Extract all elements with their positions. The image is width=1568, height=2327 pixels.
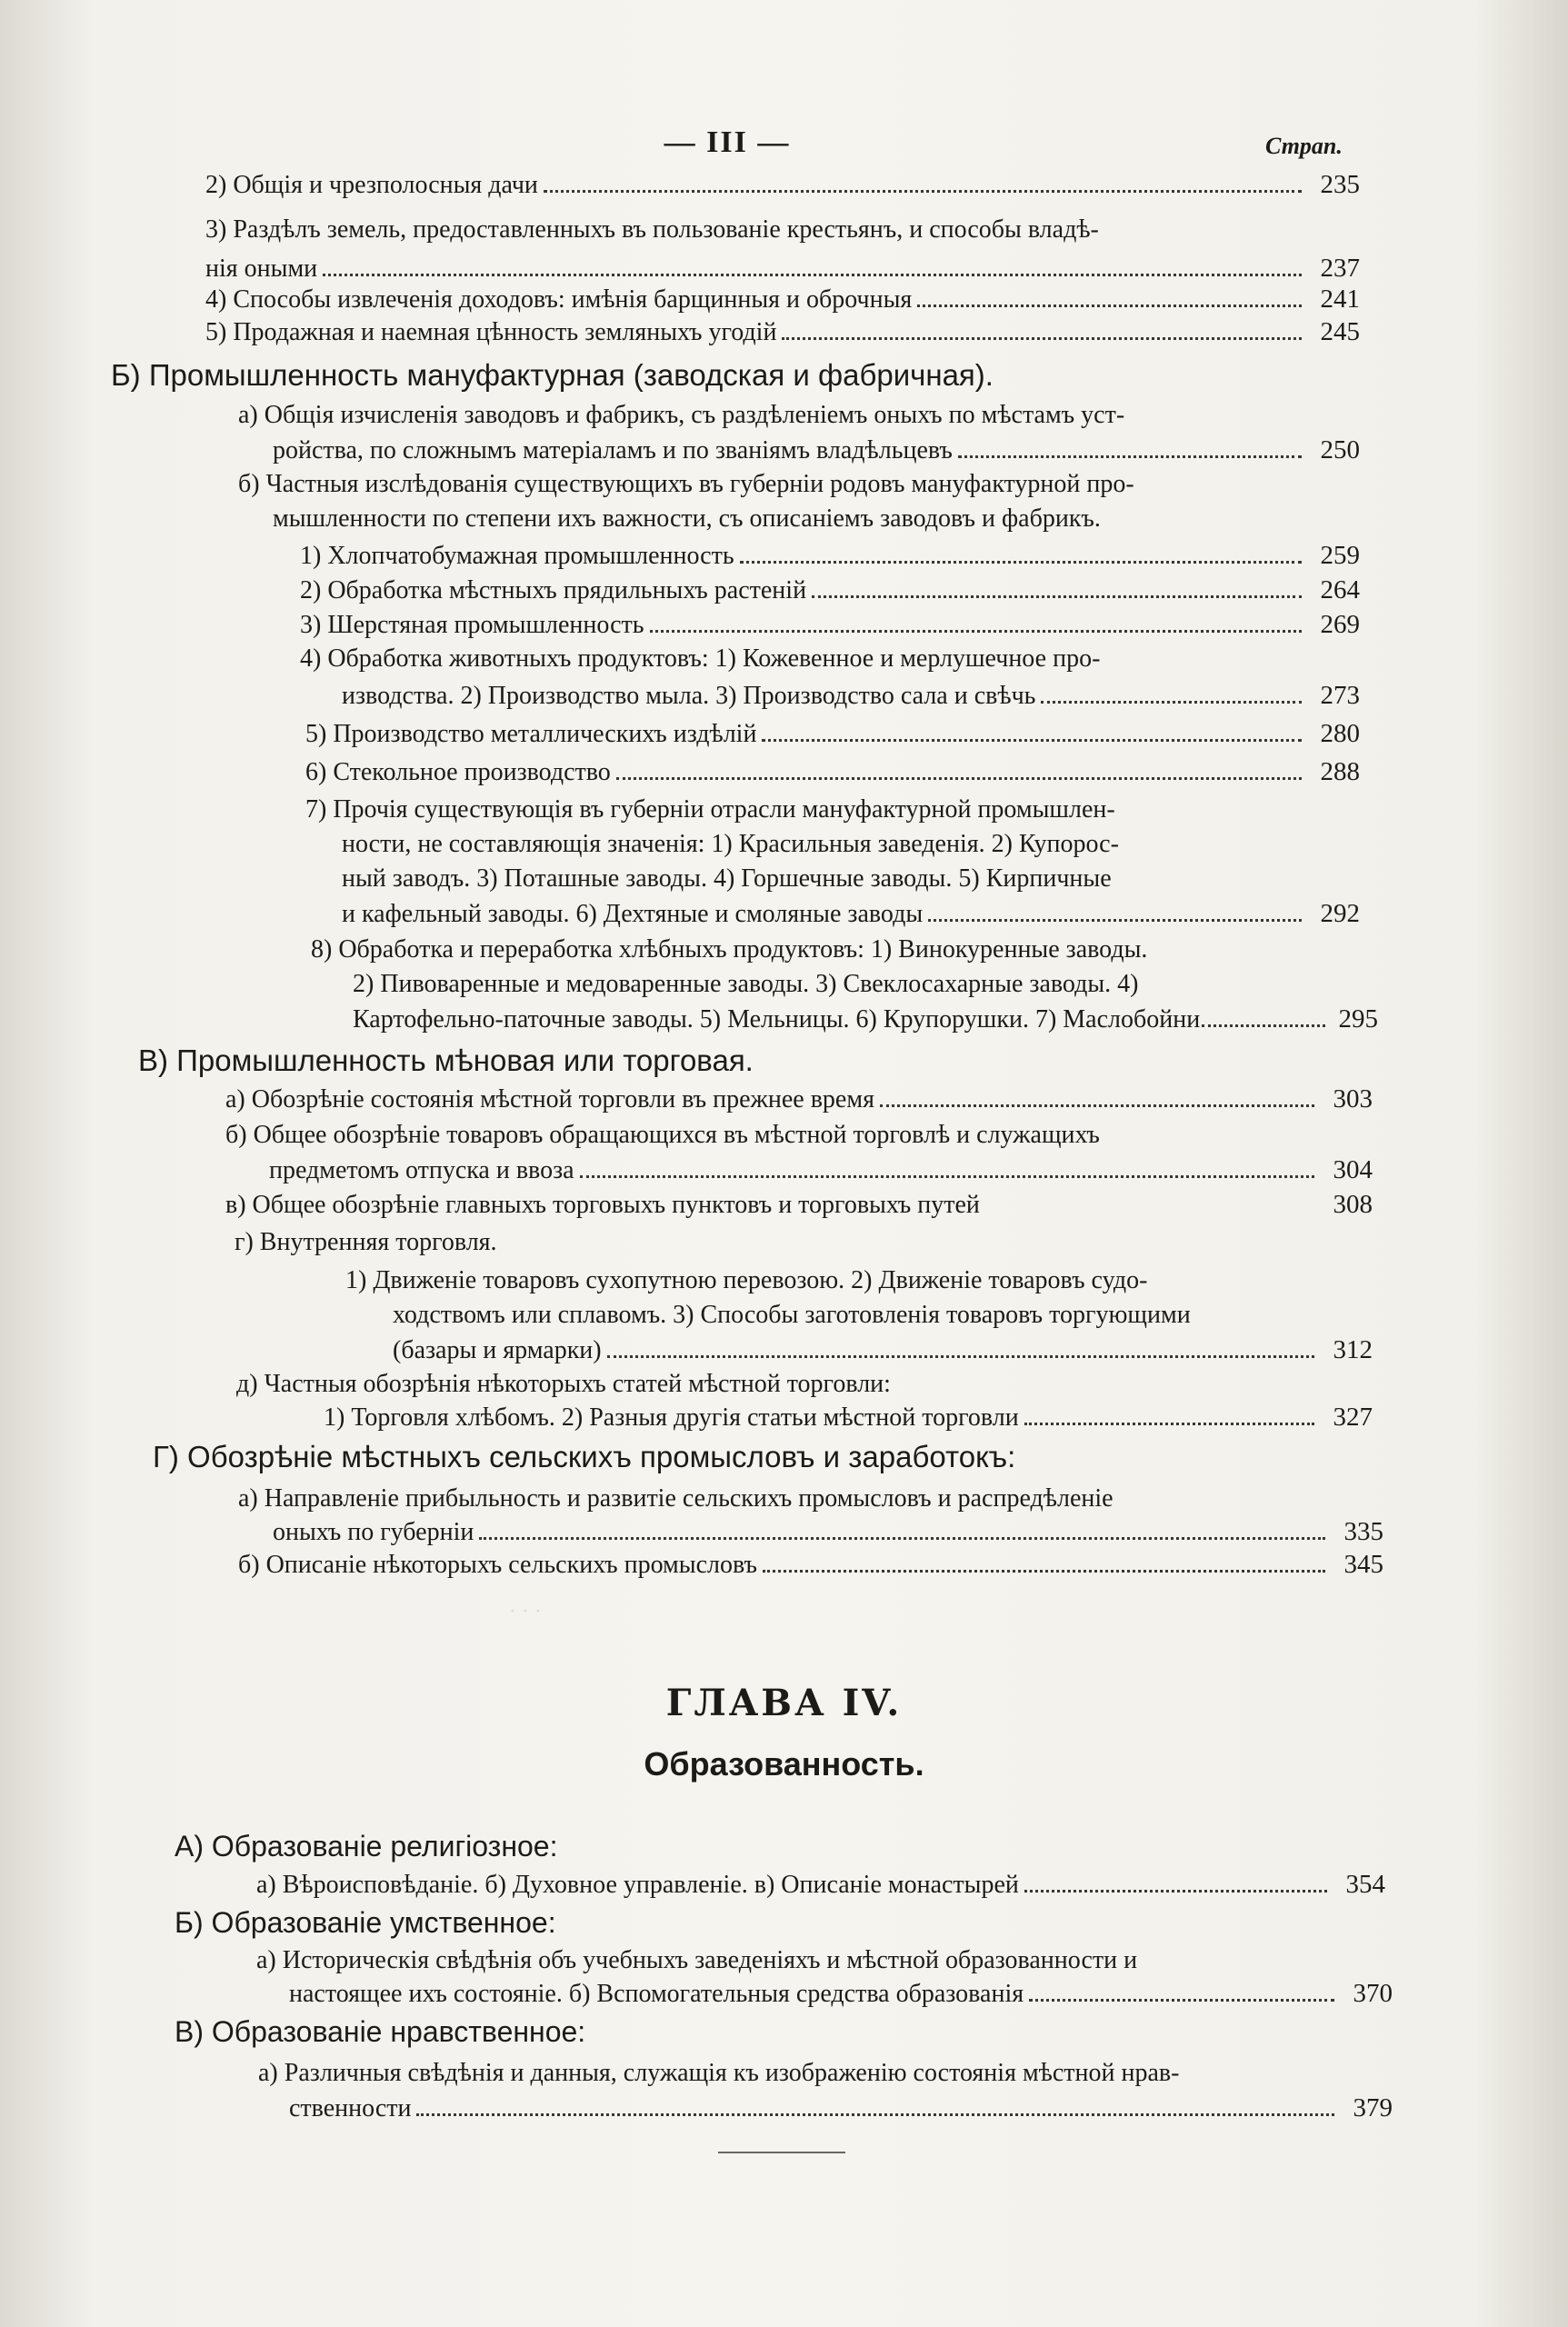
- chapter-subtitle: Образованность.: [644, 1745, 924, 1783]
- entry-page: 379: [1353, 2093, 1393, 2122]
- toc-entry: 7) Прочія существующія въ губерніи отрасли мануфактурной промышлен-: [305, 795, 1115, 824]
- toc-entry: а) Направленіе прибыльность и развитіе сельскихъ промысловъ и распредѣленіе: [238, 1484, 1114, 1513]
- entry-page: 303: [1333, 1084, 1373, 1114]
- toc-entry: а) Обозрѣніе состоянія мѣстной торговли въ прежнее время 303: [225, 1082, 1373, 1117]
- toc-entry: 1) Движеніе товаровъ сухопутною перевозою. 2) Движеніе товаровъ судо-: [345, 1266, 1148, 1294]
- section-heading: А) Образованіе религіозное:: [175, 1830, 558, 1863]
- section-heading: В) Образованіе нравственное:: [175, 2015, 586, 2048]
- toc-entry: оныхъ по губерніи 335: [273, 1514, 1383, 1550]
- toc-entry: 4) Обработка животныхъ продуктовъ: 1) Кожевенное и мерлушечное про-: [300, 644, 1101, 673]
- section-heading: Б) Образованіе умственное:: [175, 1906, 556, 1939]
- entry-page: 288: [1320, 757, 1360, 786]
- leader-dots: [958, 455, 1302, 458]
- entry-page: 250: [1320, 435, 1360, 464]
- pages-column-label: Страп.: [1265, 133, 1343, 159]
- leader-dots: [880, 1104, 1314, 1107]
- entry-page: 295: [1338, 1004, 1378, 1034]
- toc-entry: Картофельно-паточные заводы. 5) Мельницы. 6) Крупорушки. 7) Маслобойни 295: [353, 1002, 1378, 1037]
- entry-page: 259: [1320, 541, 1360, 570]
- toc-entry: нія оными 237: [205, 251, 1360, 286]
- closing-rule: [718, 2152, 845, 2153]
- leader-dots: [782, 337, 1302, 340]
- toc-entry: ройства, по сложнымъ матеріаламъ и по званіямъ владѣльцевъ 250: [273, 433, 1360, 468]
- entry-page: 280: [1320, 719, 1360, 748]
- toc-entry: а) Общія изчисленія заводовъ и фабрикъ, съ раздѣленіемъ оныхъ по мѣстамъ уст-: [238, 401, 1125, 429]
- toc-entry: 5) Производство металлическихъ издѣлій 280: [305, 716, 1360, 752]
- toc-entry: а) Историческія свѣдѣнія объ учебныхъ заведеніяхъ и мѣстной образованности и: [256, 1946, 1138, 1974]
- toc-entry: ственности 379: [289, 2091, 1393, 2126]
- leader-dots: [928, 919, 1302, 922]
- toc-entry: 4) Способы извлеченія доходовъ: имѣнія барщинныя и оброчныя 241: [205, 282, 1360, 317]
- toc-entry: д) Частныя обозрѣнія нѣкоторыхъ статей мѣстной торговли:: [236, 1370, 891, 1398]
- toc-entry: 2) Обработка мѣстныхъ прядильныхъ растеній 264: [300, 573, 1360, 608]
- toc-entry: изводства. 2) Производство мыла. 3) Производство сала и свѣчь 273: [342, 678, 1360, 714]
- toc-entry: г) Внутренняя торговля.: [235, 1228, 497, 1256]
- entry-page: 335: [1343, 1517, 1383, 1546]
- leader-dots: [917, 305, 1302, 307]
- toc-entry: ности, не составляющія значенія: 1) Красильныя заведенія. 2) Купорос-: [342, 830, 1119, 858]
- toc-entry: и кафельный заводы. 6) Дехтяные и смоляные заводы 292: [342, 896, 1360, 932]
- toc-entry: 1) Торговля хлѣбомъ. 2) Разныя другія статьи мѣстной торговли 327: [324, 1400, 1373, 1435]
- toc-entry: а) Различныя свѣдѣнія и данныя, служащія къ изображенію состоянія мѣстной нрав-: [258, 2059, 1180, 2087]
- page-number: — III —: [664, 125, 791, 159]
- entry-page: 304: [1333, 1155, 1373, 1184]
- toc-entry: б) Описаніе нѣкоторыхъ сельскихъ промысловъ 345: [238, 1547, 1383, 1583]
- toc-entry: ный заводъ. 3) Поташные заводы. 4) Горшечные заводы. 5) Кирпичные: [342, 864, 1112, 893]
- leader-dots: [1202, 1024, 1325, 1027]
- toc-entry: 1) Хлопчатобумажная промышленность 259: [300, 538, 1360, 574]
- toc-entry: б) Общее обозрѣніе товаровъ обращающихся въ мѣстной торговлѣ и служащихъ: [225, 1121, 1100, 1149]
- section-heading: В) Промышленность мѣновая или торговая.: [138, 1044, 754, 1077]
- toc-entry: 2) Пивоваренные и медоваренные заводы. 3) Свеклосахарные заводы. 4): [353, 970, 1139, 998]
- leader-dots: [650, 630, 1302, 633]
- entry-page: 269: [1320, 610, 1360, 639]
- leader-dots: [762, 739, 1302, 742]
- entry-page: 264: [1320, 575, 1360, 604]
- entry-page: 245: [1320, 317, 1360, 346]
- toc-entry: 8) Обработка и переработка хлѣбныхъ продуктовъ: 1) Винокуренные заводы.: [311, 935, 1148, 964]
- entry-page: 308: [1333, 1190, 1373, 1219]
- leader-dots: [1041, 701, 1302, 704]
- leader-dots: [763, 1570, 1325, 1573]
- leader-dots: [812, 595, 1302, 598]
- entry-page: 237: [1320, 254, 1360, 283]
- toc-entry: а) Вѣроисповѣданіе. б) Духовное управленіе. в) Описаніе монастырей 354: [256, 1867, 1385, 1903]
- toc-entry: 3) Раздѣлъ земель, предоставленныхъ въ пользованіе крестьянъ, и способы владѣ-: [205, 215, 1099, 244]
- toc-entry: 2) Общія и чрезполосныя дачи 235: [205, 167, 1360, 203]
- toc-entry: в) Общее обозрѣніе главныхъ торговыхъ пунктовъ и торговыхъ путей 308: [225, 1187, 1373, 1223]
- entry-page: 345: [1343, 1550, 1383, 1579]
- leader-dots: [1024, 1423, 1314, 1425]
- toc-entry: 5) Продажная и наемная цѣнность земляныхъ угодій 245: [205, 315, 1360, 350]
- toc-entry: настоящее ихъ состояніе. б) Вспомогательныя средства образованія 370: [289, 1976, 1393, 2012]
- section-heading: Г) Обозрѣніе мѣстныхъ сельскихъ промысловъ и заработокъ:: [153, 1440, 1016, 1473]
- leader-dots: [1029, 1999, 1334, 2002]
- entry-page: 273: [1320, 681, 1360, 710]
- leader-dots: [607, 1355, 1314, 1358]
- bleed-through-text: · · ·: [509, 1600, 542, 1623]
- leader-dots: [323, 274, 1302, 276]
- leader-dots: [580, 1175, 1314, 1178]
- entry-page: 235: [1320, 170, 1360, 199]
- toc-entry: ходствомъ или сплавомъ. 3) Способы заготовленія товаровъ торгующими: [393, 1301, 1191, 1329]
- leader-dots: [1024, 1890, 1327, 1893]
- toc-entry: 6) Стекольное производство 288: [305, 754, 1360, 790]
- entry-page: 292: [1320, 899, 1360, 928]
- entry-page: 370: [1353, 1979, 1393, 2008]
- leader-dots: [985, 1210, 1314, 1213]
- toc-entry: 3) Шерстяная промышленность 269: [300, 607, 1360, 643]
- chapter-title: ГЛАВА IV.: [665, 1682, 903, 1724]
- toc-entry: предметомъ отпуска и ввоза 304: [269, 1153, 1373, 1188]
- leader-dots: [616, 777, 1302, 780]
- entry-page: 327: [1333, 1403, 1373, 1432]
- toc-entry: б) Частныя изслѣдованія существующихъ въ губерніи родовъ мануфактурной про-: [238, 470, 1134, 498]
- section-heading: Б) Промышленность мануфактурная (заводская и фабричная).: [111, 358, 994, 392]
- entry-page: 241: [1320, 285, 1360, 314]
- entry-page: 312: [1333, 1335, 1373, 1364]
- leader-dots: [544, 190, 1302, 193]
- toc-entry: (базары и ярмарки) 312: [393, 1333, 1373, 1368]
- leader-dots: [416, 2113, 1334, 2116]
- leader-dots: [479, 1537, 1325, 1540]
- leader-dots: [740, 561, 1302, 564]
- toc-entry: мышленности по степени ихъ важности, съ описаніемъ заводовъ и фабрикъ.: [273, 504, 1101, 533]
- entry-page: 354: [1345, 1870, 1385, 1899]
